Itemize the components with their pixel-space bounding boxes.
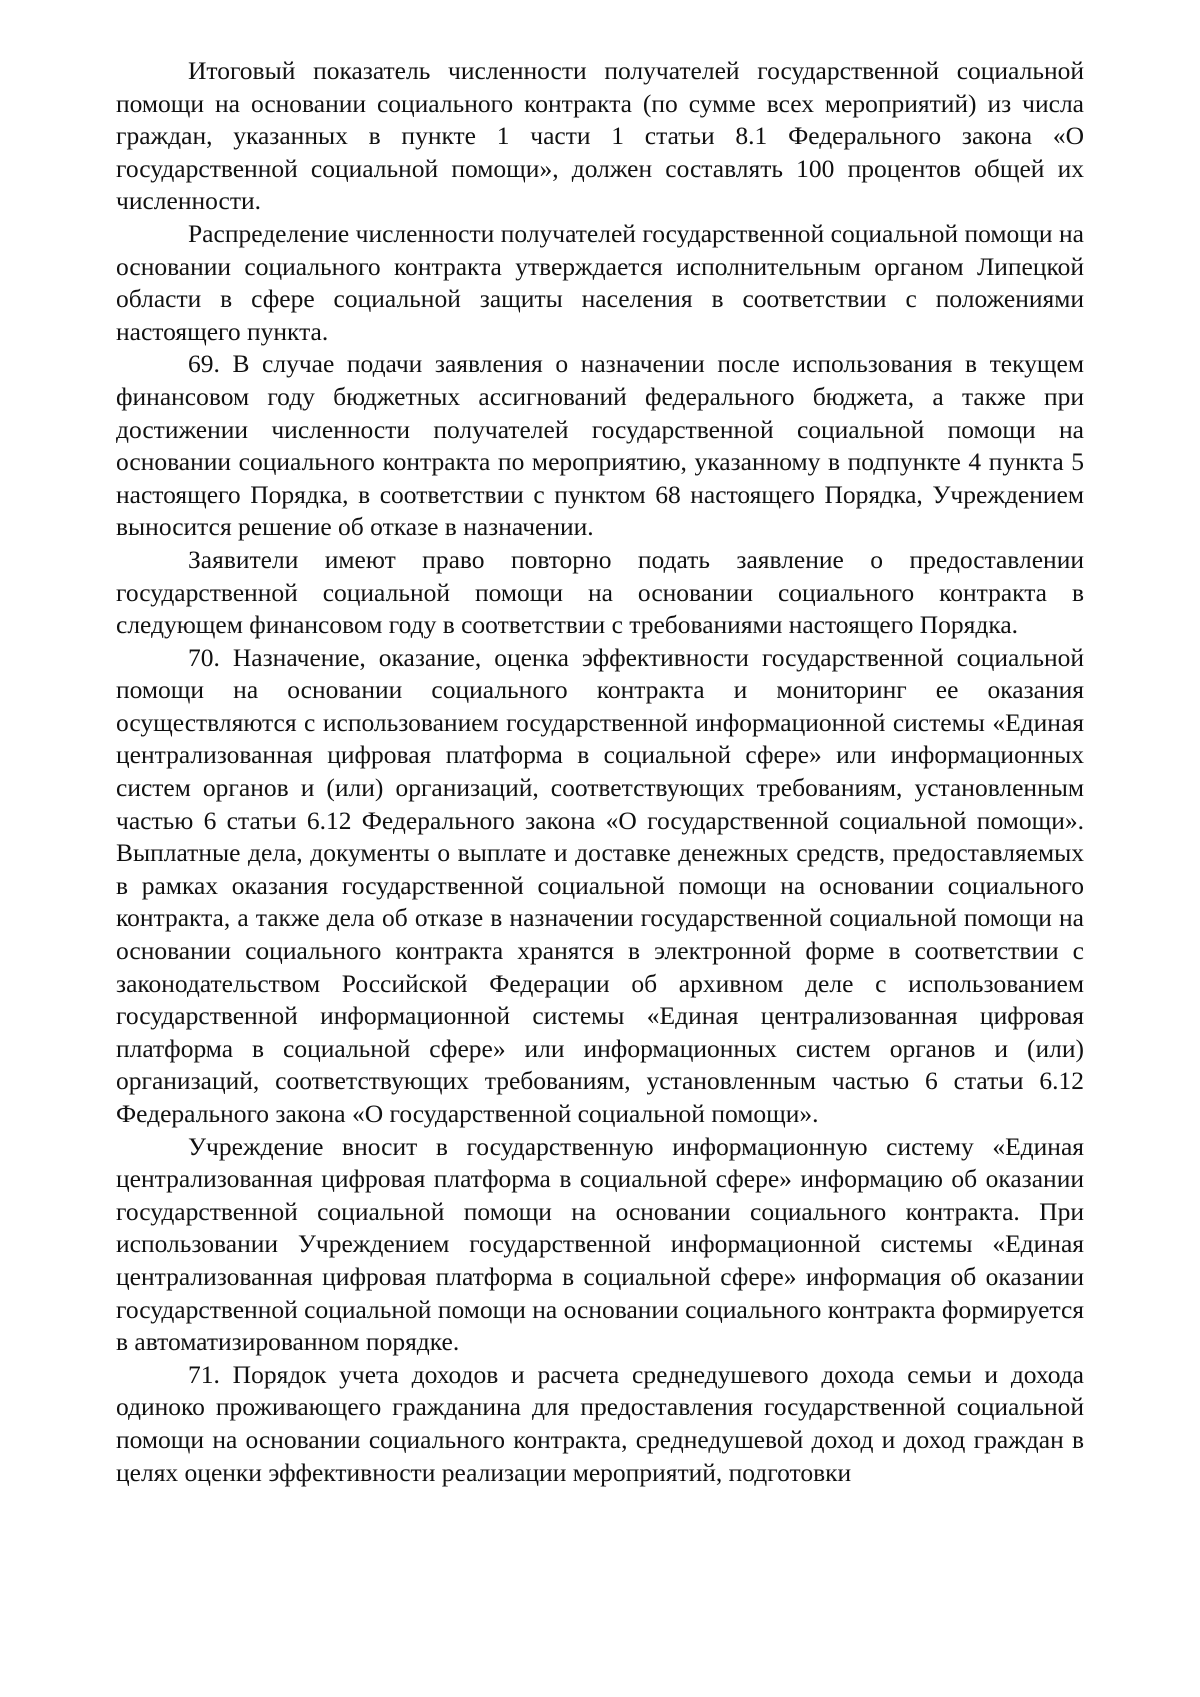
document-body — [116, 55, 1084, 1489]
paragraph-distribution: Распределение численности получателей государственной социальной помощи на основании социального контракта утверждается исполнительным органом Липецкой области в сфере социальной защиты населения в соответствии с положениями настоящего пункта. — [116, 218, 1084, 346]
paragraph-total-indicator: Итоговый показатель численности получателей государственной социальной помощи на основании социального контракта (по сумме всех мероприятий) из числа граждан, указанных в пункте 1 части 1 статьи 8.1 Федерального закона «О государственной социальной помощи», должен составлять 100 процентов общей их численности. — [116, 56, 1084, 216]
paragraph-institution-info: Учреждение вносит в государственную информационную систему «Единая централизованная цифровая платформа в социальной сфере» информацию об оказании государственной социальной помощи на основании социального контракта. При использовании Учреждением государственной информационной системы «Единая централизованная цифровая платформа в социальной сфере» информация об оказании государственной социальной помощи на основании социального контракта формируется в автоматизированном порядке. — [116, 1131, 1084, 1357]
paragraph-71: 71. Порядок учета доходов и расчета среднедушевого дохода семьи и дохода одиноко проживающего гражданина для предоставления государственной социальной помощи на основании социального контракта, среднедушевой доход и доход граждан в целях оценки эффективности реализации мероприятий, подготовки — [116, 1359, 1084, 1487]
paragraph-70: 70. Назначение, оказание, оценка эффективности государственной социальной помощи на основании социального контракта и мониторинг ее оказания осуществляются с использованием государственной информационной системы «Единая централизованная цифровая платформа в социальной сфере» или информационных систем органов и (или) организаций, соответствующих требованиям, установленным частью 6 статьи 6.12 Федерального закона «О государственной социальной помощи». Выплатные дела, документы о выплате и доставке денежных средств, предоставляемых в рамках оказания государственной социальной помощи на основании социального контракта, а также дела об отказе в назначении государственной социальной помощи на основании социального контракта хранятся в электронной форме в соответствии с законодательством Российской Федерации об архивном деле с использованием государственной информационной системы «Единая централизованная цифровая платформа в социальной сфере» или информационных систем органов и (или) организаций, соответствующих требованиям, установленным частью 6 статьи 6.12 Федерального закона «О государственной социальной помощи». — [116, 642, 1084, 1128]
paragraph-69: 69. В случае подачи заявления о назначении после использования в текущем финансовом году бюджетных ассигнований федерального бюджета, а также при достижении численности получателей государственной социальной помощи на основании социального контракта по мероприятию, указанному в подпункте 4 пункта 5 настоящего Порядка, в соответствии с пунктом 68 настоящего Порядка, Учреждением выносится решение об отказе в назначении. — [116, 349, 1084, 542]
paragraph-reapply: Заявители имеют право повторно подать заявление о предоставлении государственной социальной помощи на основании социального контракта в следующем финансовом году в соответствии с требованиями настоящего Порядка. — [116, 544, 1084, 640]
